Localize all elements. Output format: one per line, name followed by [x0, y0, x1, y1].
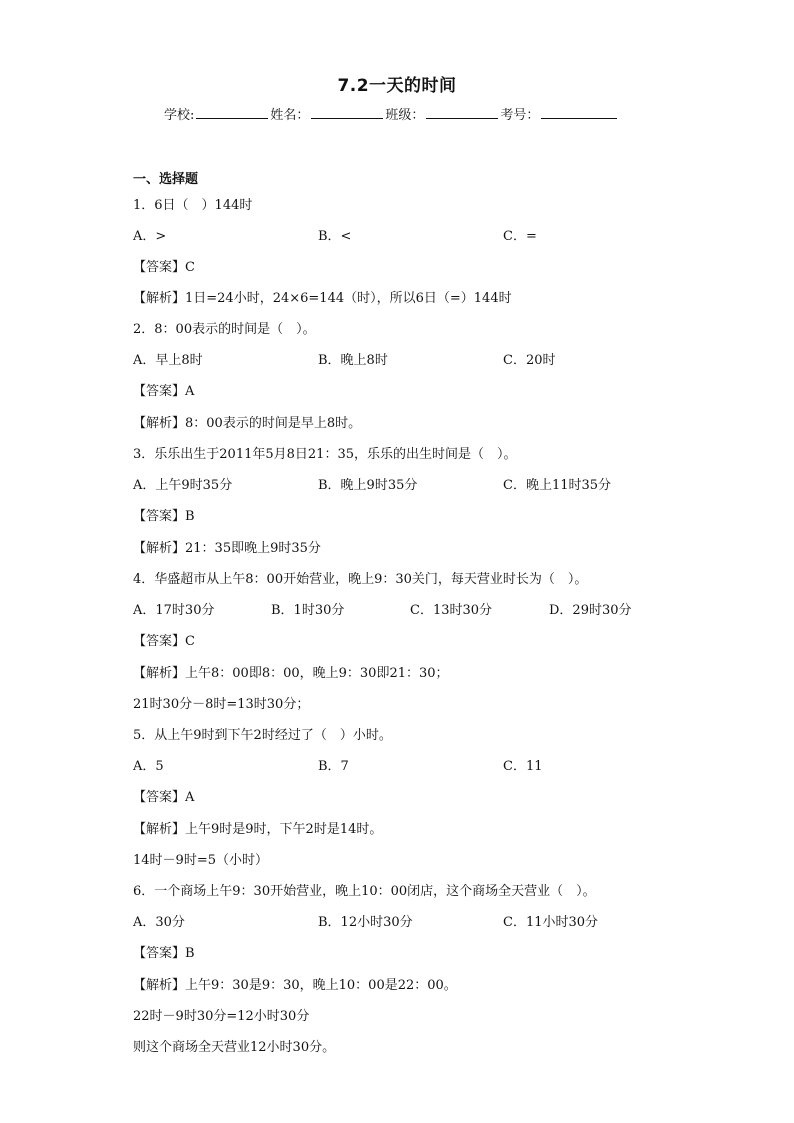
answer-line: 【答案】B: [133, 509, 195, 524]
option-a: A．5: [133, 759, 164, 774]
option-a: A．30分: [133, 915, 185, 930]
option-c: C．11小时30分: [503, 915, 599, 930]
option-a: A．早上8时: [133, 353, 203, 368]
name-blank: [311, 106, 383, 119]
analysis-line: 【解析】21：35即晚上9时35分: [133, 541, 321, 556]
option-a: A．17时30分: [133, 603, 215, 618]
option-b: B．晚上9时35分: [318, 478, 418, 493]
option-b: B．<: [318, 229, 352, 244]
analysis-line: 22时－9时30分=12小时30分: [133, 1009, 310, 1024]
question-stem: 4．华盛超市从上午8：00开始营业，晚上9：30关门，每天营业时长为（ ）。: [133, 572, 588, 587]
number-blank: [541, 106, 617, 119]
analysis-line: 【解析】1日=24小时，24×6=144（时），所以6日（=）144时: [133, 291, 512, 306]
option-c: C．11: [503, 759, 543, 774]
question-stem: 1．6日（ ）144时: [133, 198, 253, 213]
option-b: B．晚上8时: [318, 353, 388, 368]
question-stem: 3．乐乐出生于2011年5月8日21：35，乐乐的出生时间是（ ）。: [133, 447, 517, 462]
option-c: C．晚上11时35分: [503, 478, 612, 493]
option-c: C．=: [503, 229, 537, 244]
option-a: A．上午9时35分: [133, 478, 233, 493]
analysis-line: 【解析】上午9时是9时，下午2时是14时。: [133, 822, 383, 837]
option-b: B．12小时30分: [318, 915, 413, 930]
answer-line: 【答案】B: [133, 946, 195, 961]
school-blank: [196, 106, 268, 119]
number-label: 考号：: [500, 108, 540, 123]
answer-line: 【答案】A: [133, 790, 195, 805]
analysis-line: 【解析】上午9：30是9：30，晚上10：00是22：00。: [133, 978, 457, 993]
option-b: B．1时30分: [271, 603, 345, 618]
answer-line: 【答案】C: [133, 634, 195, 649]
class-label: 班级：: [385, 108, 425, 123]
option-c: C．13时30分: [410, 603, 493, 618]
page-title: 7.2一天的时间: [337, 76, 457, 96]
option-b: B．7: [318, 759, 349, 774]
option-c: C．20时: [503, 353, 556, 368]
analysis-line: 【解析】上午8：00即8：00，晚上9：30即21：30；: [133, 666, 449, 681]
question-stem: 6．一个商场上午9：30开始营业，晚上10：00闭店，这个商场全天营业（ ）。: [133, 884, 596, 899]
analysis-line: 则这个商场全天营业12小时30分。: [133, 1040, 336, 1055]
name-label: 姓名：: [270, 108, 310, 123]
option-a: A．>: [133, 229, 167, 244]
question-stem: 2．8：00表示的时间是（ ）。: [133, 322, 316, 337]
class-blank: [426, 106, 498, 119]
school-label: 学校:: [164, 108, 195, 123]
answer-line: 【答案】C: [133, 260, 195, 275]
analysis-line: 21时30分－8时=13时30分；: [133, 697, 310, 712]
analysis-line: 【解析】8：00表示的时间是早上8时。: [133, 416, 362, 431]
student-info-line: [164, 104, 619, 123]
answer-line: 【答案】A: [133, 384, 195, 399]
question-stem: 5．从上午9时到下午2时经过了（ ）小时。: [133, 728, 392, 743]
analysis-line: 14时－9时=5（小时）: [133, 853, 268, 868]
option-d: D．29时30分: [549, 603, 632, 618]
section-title: 一、选择题: [133, 172, 199, 187]
